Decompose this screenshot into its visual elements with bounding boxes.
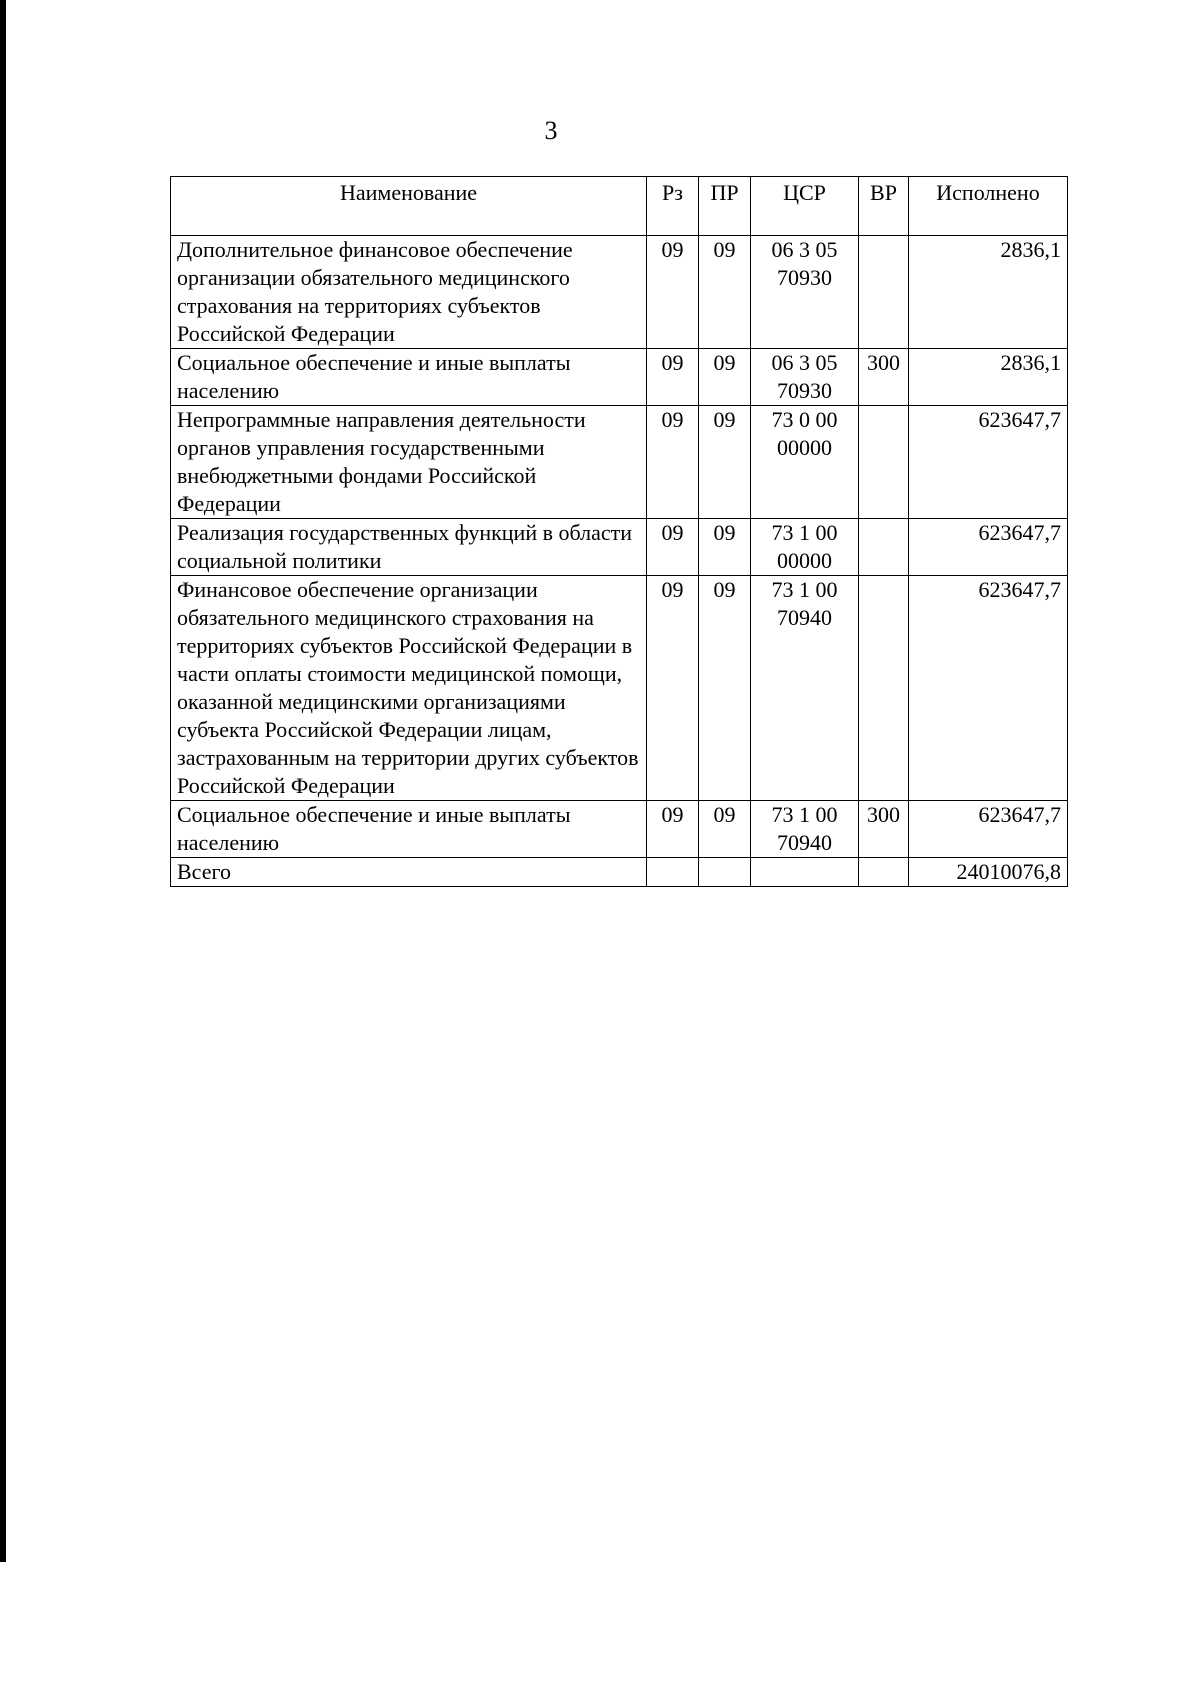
row-csr-cell (751, 801, 859, 858)
row-amount-cell: 623647,7 (909, 801, 1068, 858)
row-pr-cell: 09 (699, 801, 751, 858)
column-header-rz: Рз (647, 177, 699, 236)
table-total-row (171, 858, 1068, 887)
table-row (171, 236, 1068, 349)
row-rz-cell: 09 (647, 236, 699, 349)
total-vr-cell (859, 858, 909, 887)
row-name-cell: Финансовое обеспечение организации обязательного медицинского страхования на территориях субъектов Российской Федерации в части оплаты стоимости медицинской помощи, оказанной медицинскими организациями субъекта Российской Федерации лицам, застрахованным на территории других субъектов Российской Федерации (171, 576, 647, 801)
budget-execution-table (170, 176, 1068, 887)
table-header-row (171, 177, 1068, 236)
row-csr-cell (751, 236, 859, 349)
page-number: 3 (544, 116, 558, 145)
column-header-amount: Исполнено (909, 177, 1068, 236)
csr-code-line: 70930 (777, 378, 832, 403)
row-name-cell: Дополнительное финансовое обеспечение организации обязательного медицинского страхования на территориях субъектов Российской Федерации (171, 236, 647, 349)
table-row (171, 406, 1068, 519)
column-header-vr: ВР (859, 177, 909, 236)
table-row (171, 349, 1068, 406)
csr-code-line: 00000 (777, 548, 832, 573)
csr-code-line: 00000 (777, 435, 832, 460)
csr-code-line: 06 3 05 (771, 350, 838, 375)
row-vr-cell: 300 (859, 801, 909, 858)
total-pr-cell (699, 858, 751, 887)
row-rz-cell: 09 (647, 349, 699, 406)
csr-code-line: 73 0 00 (771, 407, 838, 432)
csr-code-line: 73 1 00 (771, 520, 838, 545)
total-amount-cell: 24010076,8 (909, 858, 1068, 887)
table-row (171, 576, 1068, 801)
csr-code-line: 70940 (777, 605, 832, 630)
csr-code-line: 73 1 00 (771, 577, 838, 602)
row-rz-cell: 09 (647, 406, 699, 519)
row-name-cell: Реализация государственных функций в области социальной политики (171, 519, 647, 576)
row-vr-cell (859, 406, 909, 519)
csr-code-line: 70940 (777, 830, 832, 855)
row-rz-cell: 09 (647, 519, 699, 576)
row-amount-cell: 2836,1 (909, 236, 1068, 349)
row-pr-cell: 09 (699, 519, 751, 576)
total-label-cell: Всего (171, 858, 647, 887)
row-name-cell: Социальное обеспечение и иные выплаты населению (171, 349, 647, 406)
total-rz-cell (647, 858, 699, 887)
table-body (171, 236, 1068, 887)
row-csr-cell (751, 519, 859, 576)
column-header-csr: ЦСР (751, 177, 859, 236)
row-csr-cell (751, 349, 859, 406)
row-amount-cell: 2836,1 (909, 349, 1068, 406)
row-vr-cell (859, 519, 909, 576)
row-pr-cell: 09 (699, 349, 751, 406)
row-name-cell: Социальное обеспечение и иные выплаты населению (171, 801, 647, 858)
row-csr-cell (751, 406, 859, 519)
row-csr-cell (751, 576, 859, 801)
csr-code-line: 73 1 00 (771, 802, 838, 827)
row-pr-cell: 09 (699, 236, 751, 349)
table-row (171, 801, 1068, 858)
column-header-name: Наименование (171, 177, 647, 236)
row-rz-cell: 09 (647, 576, 699, 801)
row-pr-cell: 09 (699, 576, 751, 801)
row-rz-cell: 09 (647, 801, 699, 858)
row-vr-cell: 300 (859, 349, 909, 406)
row-amount-cell: 623647,7 (909, 406, 1068, 519)
row-vr-cell (859, 236, 909, 349)
row-amount-cell: 623647,7 (909, 576, 1068, 801)
column-header-pr: ПР (699, 177, 751, 236)
row-name-cell: Непрограммные направления деятельности органов управления государственными внебюджетными фондами Российской Федерации (171, 406, 647, 519)
row-amount-cell: 623647,7 (909, 519, 1068, 576)
row-vr-cell (859, 576, 909, 801)
csr-code-line: 70930 (777, 265, 832, 290)
row-pr-cell: 09 (699, 406, 751, 519)
scan-edge (0, 0, 6, 1562)
table-row (171, 519, 1068, 576)
total-csr-cell (751, 858, 859, 887)
csr-code-line: 06 3 05 (771, 237, 838, 262)
